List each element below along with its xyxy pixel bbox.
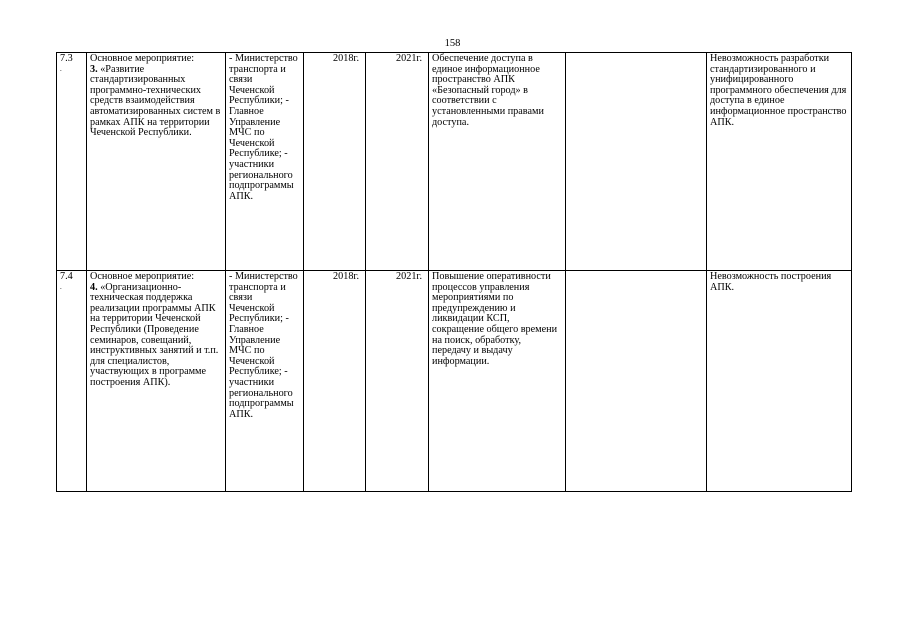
activity-title: Основное мероприятие: <box>90 53 195 64</box>
result-cell: Обеспечение доступа в единое информационное пространство АПК «Безопасный город» в соответствии с установленными правами доступа. <box>429 53 566 271</box>
row-number: 7.4 <box>60 271 73 282</box>
activity-number: 3. <box>90 63 98 75</box>
empty-cell <box>566 53 707 271</box>
consequence-cell: Невозможность разработки стандартизированного и унифицированного программного обеспечения для доступа в единое информационное пространство АПК. <box>707 53 852 271</box>
result-cell: Повышение оперативности процессов управления мероприятиями по предупреждению и ликвидации КСП, сокращение общего времени на поиск, обработку, передачу и выдачу информации. <box>429 271 566 492</box>
row-number-dot: . <box>60 64 62 73</box>
executors-cell: - Министерство транспорта и связи Чеченской Республики; - Главное Управление МЧС по Чеченской Республике; - участники регионального подпрограммы АПК. <box>226 271 304 492</box>
activity-text: «Организационно-техническая поддержка реализации программы АПК на территории Чеченской Республики (Проведение семинаров, совещаний, инструктивных занятий и т.п. для специалистов, участвующих в программе построения АПК). <box>90 281 219 388</box>
program-table <box>56 52 852 492</box>
consequence-cell: Невозможность построения АПК. <box>707 271 852 492</box>
activity-cell <box>87 271 226 492</box>
row-number-cell <box>57 53 87 271</box>
start-year-cell: 2018г. <box>304 271 366 492</box>
table-row <box>57 271 852 492</box>
start-year-cell: 2018г. <box>304 53 366 271</box>
row-number-dot: . <box>60 282 62 291</box>
table-row <box>57 53 852 271</box>
page-number: 158 <box>444 38 461 49</box>
executors-cell: - Министерство транспорта и связи Чеченской Республики; - Главное Управление МЧС по Чеченской Республике; - участники регионального подпрограммы АПК. <box>226 53 304 271</box>
activity-title: Основное мероприятие: <box>90 271 195 282</box>
row-number-cell <box>57 271 87 492</box>
empty-cell <box>566 271 707 492</box>
activity-text: «Развитие стандартизированных программно-технических средств взаимодействия автоматизированных систем в рамках АПК на территории Чеченской Республики. <box>90 63 221 139</box>
end-year-cell: 2021г. <box>366 271 429 492</box>
activity-cell <box>87 53 226 271</box>
row-number: 7.3 <box>60 53 73 64</box>
end-year-cell: 2021г. <box>366 53 429 271</box>
activity-number: 4. <box>90 281 98 293</box>
